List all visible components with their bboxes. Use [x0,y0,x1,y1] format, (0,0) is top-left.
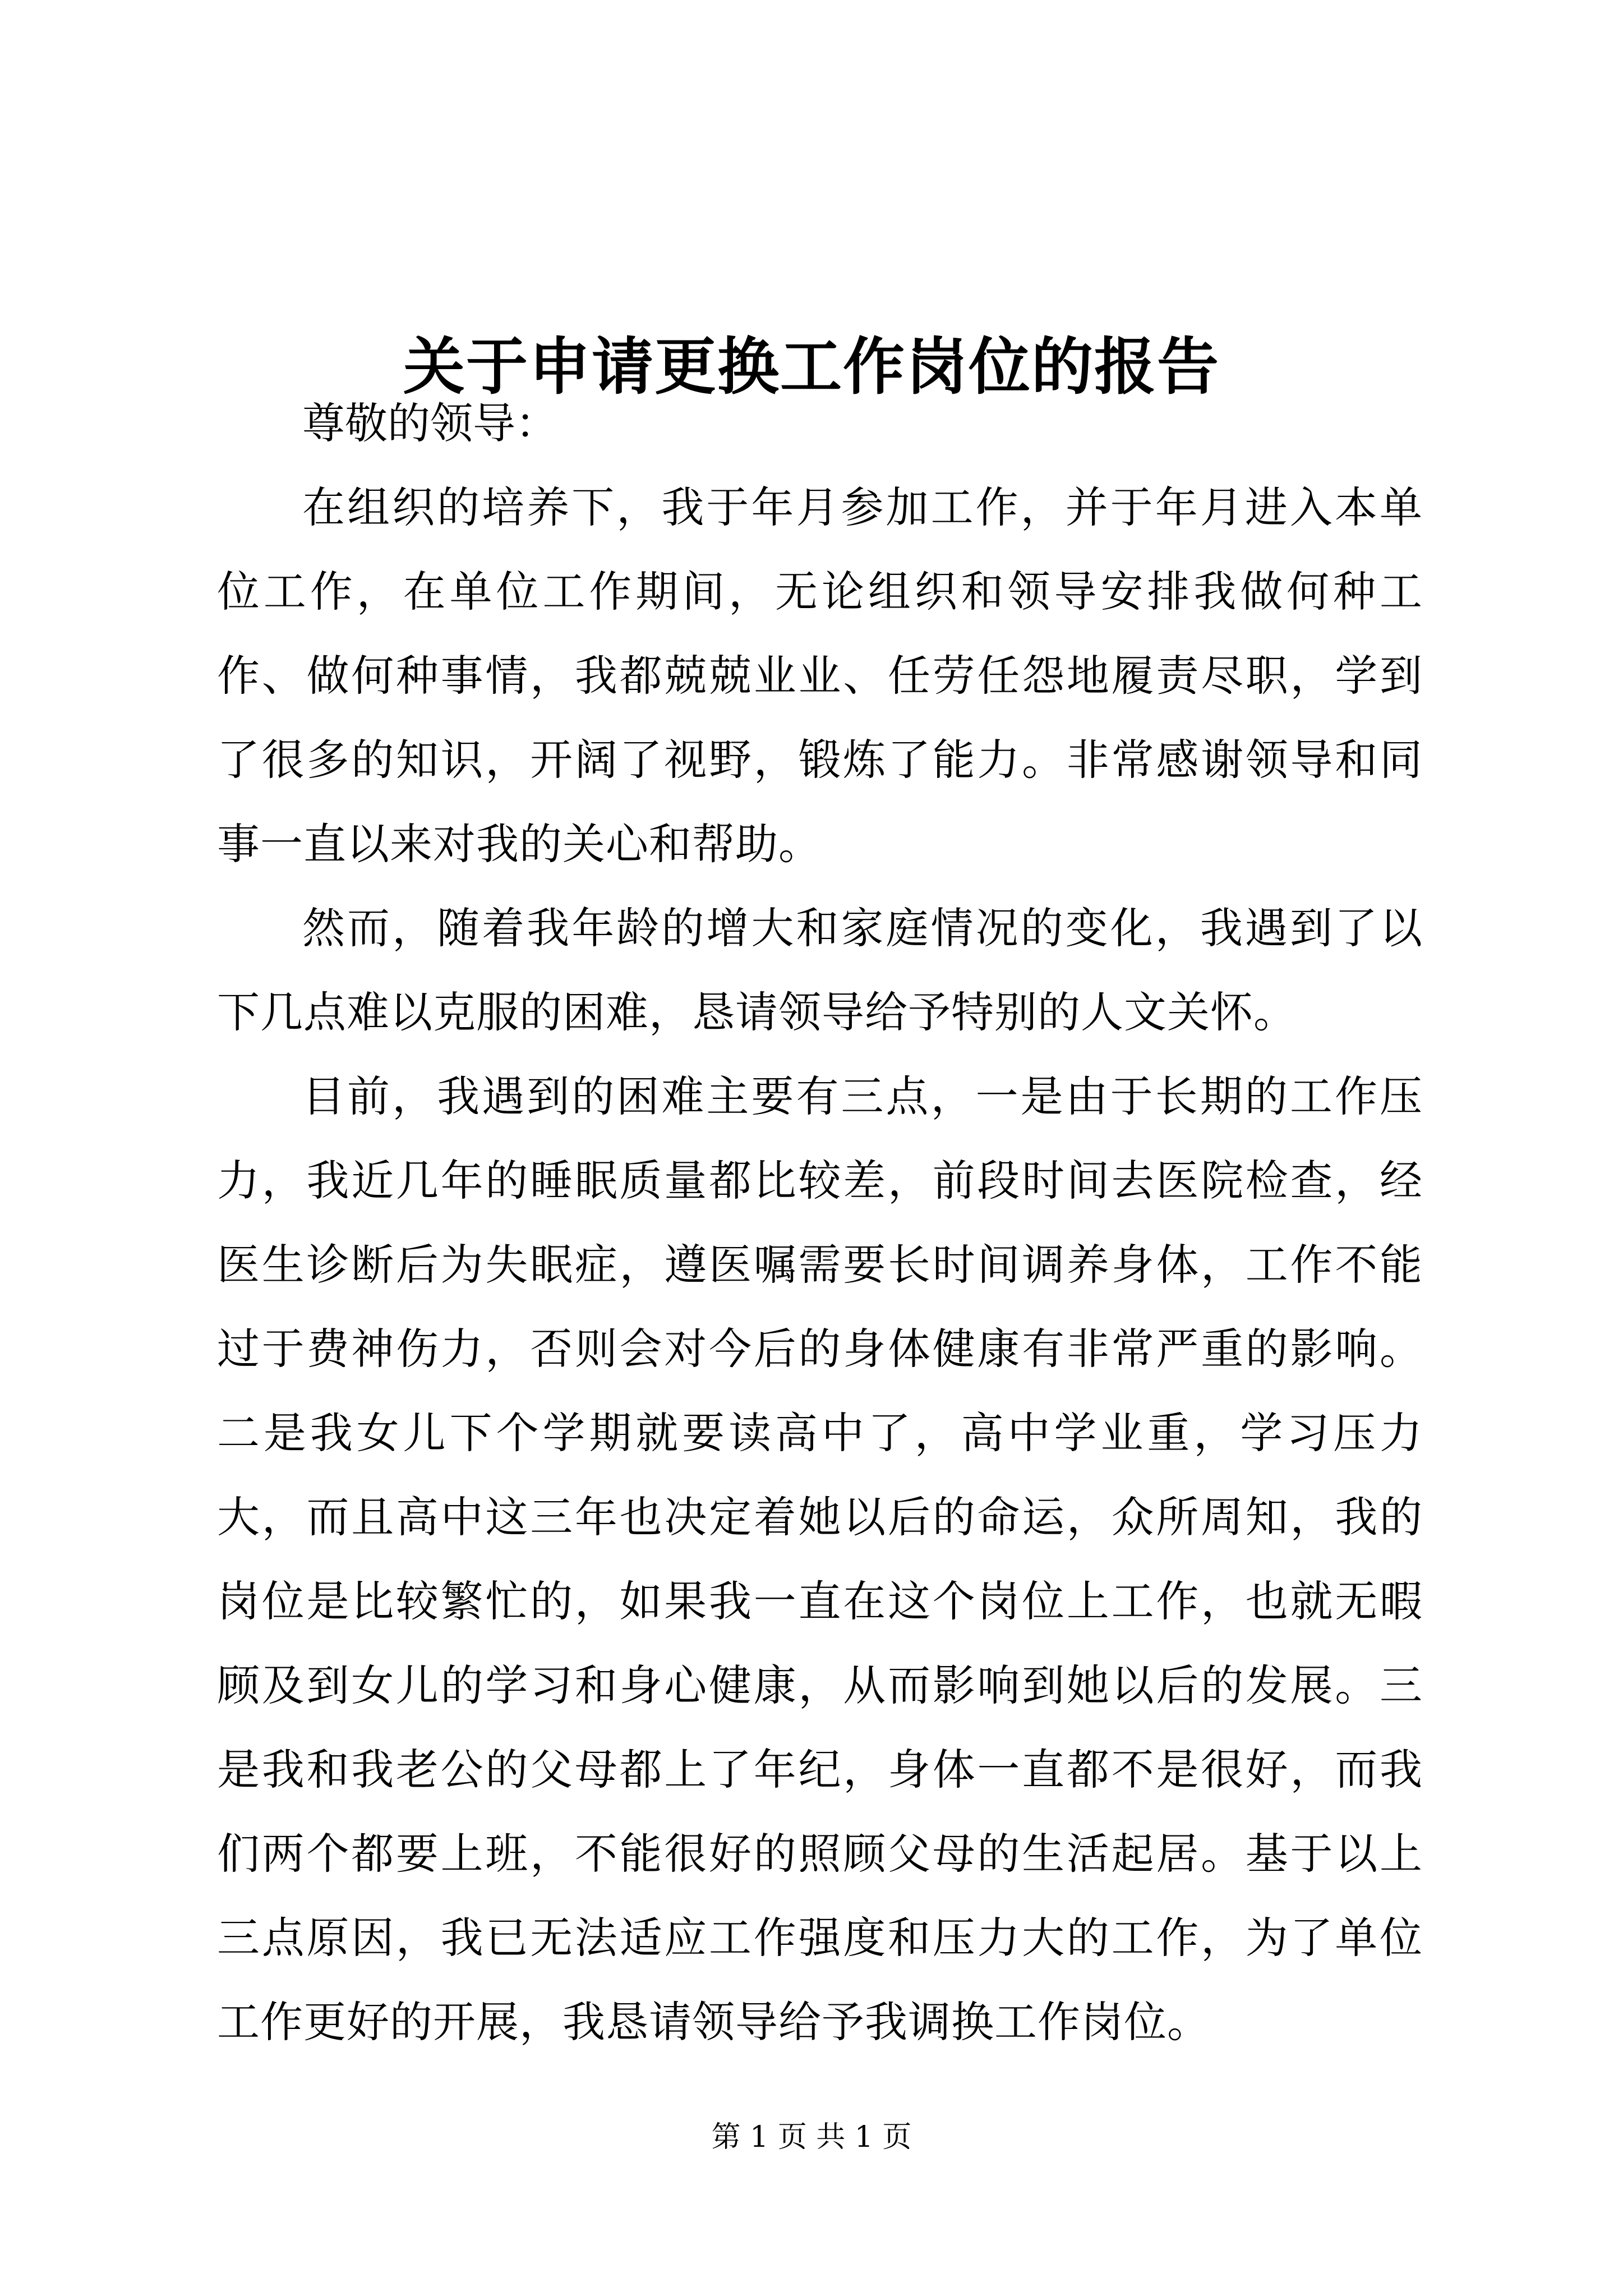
paragraph-2: 然而，随着我年龄的增大和家庭情况的变化，我遇到了以下几点难以克服的困难，恳请领导给予特别的人文关怀。 [217,903,1423,1037]
document-body [217,381,1423,2064]
salutation: 尊敬的领导： [302,398,558,448]
document-title: 关于申请更换工作岗位的报告 [403,330,1220,403]
page-number-footer: 第 1 页 共 1 页 [711,2120,912,2154]
paragraph-3: 目前，我遇到的困难主要有三点，一是由于长期的工作压力，我近几年的睡眠质量都比较差，前段时间去医院检查，经医生诊断后为失眠症，遵医嘱需要长时间调养身体，工作不能过于费神伤力，否则会对今后的身体健康有非常严重的影响。二是我女儿下个学期就要读高中了，高中学业重，学习压力大，而且高中这三年也决定着她以后的命运，众所周知，我的岗位是比较繁忙的，如果我一直在这个岗位上工作，也就无暇顾及到女儿的学习和身心健康，从而影响到她以后的发展。三是我和我老公的父母都上了年纪，身体一直都不是很好，而我们两个都要上班，不能很好的照顾父母的生活起居。基于以上三点原因，我已无法适应工作强度和压力大的工作，为了单位工作更好的开展，我恳请领导给予我调换工作岗位。 [217,1071,1423,2047]
paragraph-1: 在组织的培养下，我于年月参加工作，并于年月进入本单位工作，在单位工作期间，无论组织和领导安排我做何种工作、做何种事情，我都兢兢业业、任劳任怨地履责尽职，学到了很多的知识，开阔了视野，锻炼了能力。非常感谢领导和同事一直以来对我的关心和帮助。 [217,482,1423,869]
